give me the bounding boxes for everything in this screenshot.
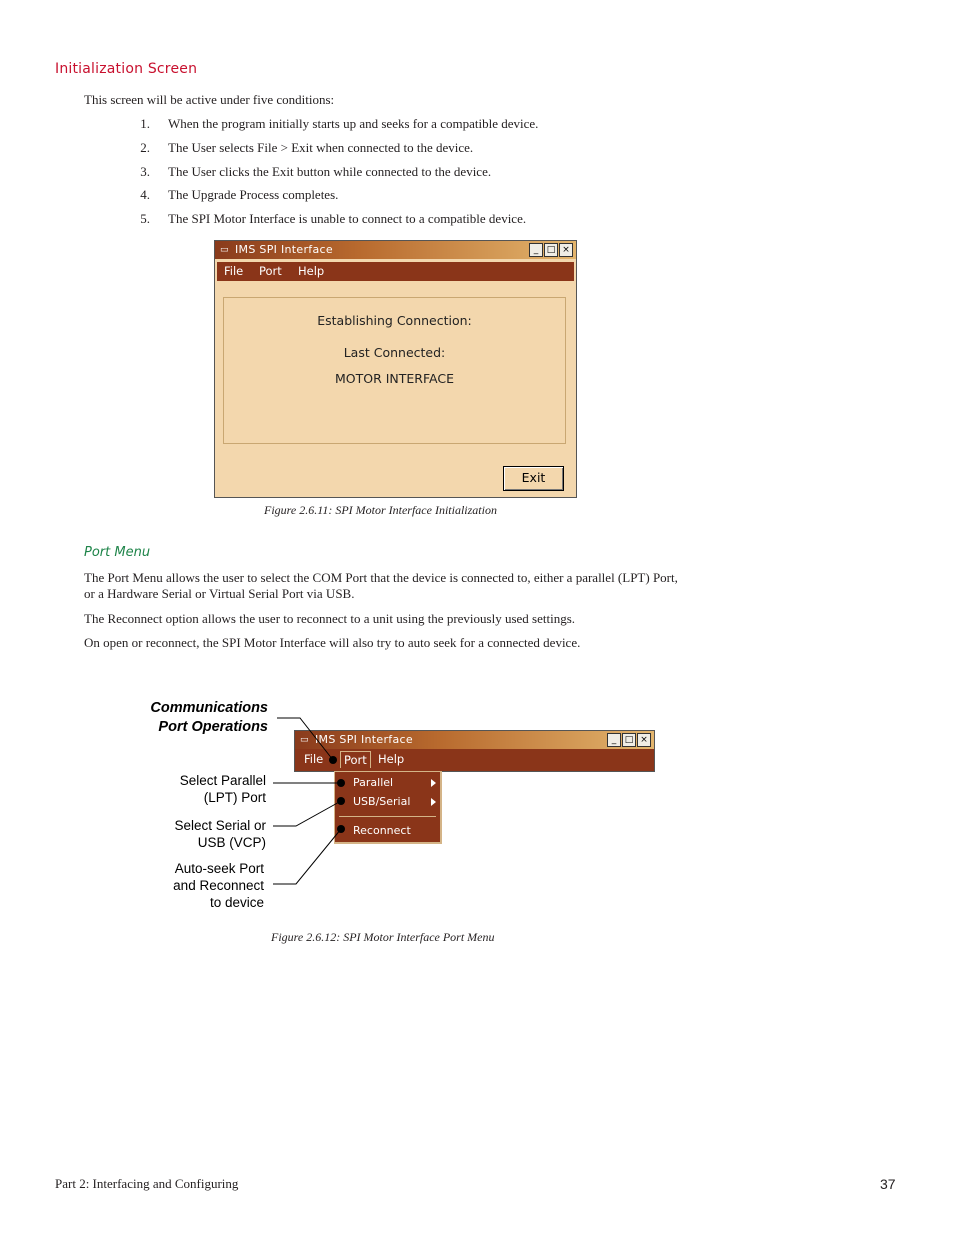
menu-help[interactable]: Help: [298, 264, 325, 278]
callout-line: Auto-seek Port: [174, 861, 264, 876]
callout-line: Select Serial or: [174, 818, 266, 833]
list-item: The Upgrade Process completes.: [168, 187, 339, 202]
callout-heading-line: Communications: [150, 700, 268, 716]
list-item: The User clicks the Exit button while connected to the device.: [168, 164, 492, 179]
last-connected-label: Last Connected:: [343, 345, 446, 360]
callout-line: to device: [209, 895, 264, 910]
minimize-icon[interactable]: _: [607, 733, 621, 747]
list-item-number: 3.: [140, 164, 150, 179]
callout-serial: [174, 817, 266, 851]
callout-line: Select Parallel: [179, 773, 266, 788]
list-item-number: 2.: [140, 140, 150, 155]
close-icon[interactable]: ×: [559, 243, 573, 257]
menu-item-parallel[interactable]: Parallel: [353, 776, 394, 789]
status-text: Establishing Connection:: [317, 313, 472, 328]
footer-section-label: Part 2: Interfacing and Configuring: [55, 1176, 239, 1191]
list-item: When the program initially starts up and seeks for a compatible device.: [168, 116, 539, 131]
menu-file[interactable]: File: [304, 752, 324, 766]
page-number: 37: [880, 1176, 896, 1192]
callout-line: (LPT) Port: [203, 790, 266, 805]
menu-port-open[interactable]: Port: [340, 751, 371, 768]
figure-caption-2: Figure 2.6.12: SPI Motor Interface Port Menu: [271, 930, 495, 944]
intro-text: This screen will be active under five conditions:: [84, 92, 335, 107]
menu-item-reconnect[interactable]: Reconnect: [353, 824, 411, 837]
port-menu-paragraph-1b: or a Hardware Serial or Virtual Serial Port via USB.: [84, 586, 355, 601]
callout-reconnect: [173, 860, 264, 911]
section-heading-initialization: Initialization Screen: [55, 61, 198, 77]
maximize-icon[interactable]: □: [544, 243, 558, 257]
list-item: The User selects File > Exit when connected to the device.: [168, 140, 474, 155]
list-item-number: 4.: [140, 187, 150, 202]
exit-button[interactable]: Exit: [503, 466, 564, 491]
section-heading-port-menu: Port Menu: [84, 545, 151, 560]
menu-item-usb-serial[interactable]: USB/Serial: [353, 795, 411, 808]
port-menu-paragraph-2: The Reconnect option allows the user to reconnect to a unit using the previously used settings.: [84, 611, 576, 626]
minimize-icon[interactable]: _: [529, 243, 543, 257]
callout-line: USB (VCP): [197, 835, 266, 850]
callout-heading-line: Port Operations: [158, 719, 268, 735]
figure-caption-1: Figure 2.6.11: SPI Motor Interface Initialization: [264, 503, 497, 517]
list-item-number: 5.: [140, 211, 150, 226]
list-item-number: 1.: [140, 116, 150, 131]
port-menu-paragraph-3: On open or reconnect, the SPI Motor Interface will also try to auto seek for a connected device.: [84, 635, 581, 650]
maximize-icon[interactable]: □: [622, 733, 636, 747]
callout-line: and Reconnect: [173, 878, 264, 893]
window-title: IMS SPI Interface: [315, 733, 413, 746]
menu-port[interactable]: Port: [259, 264, 282, 278]
last-connected-value: MOTOR INTERFACE: [334, 371, 454, 386]
menu-help[interactable]: Help: [378, 752, 405, 766]
app-icon: ▭: [220, 245, 229, 255]
list-item: The SPI Motor Interface is unable to connect to a compatible device.: [168, 211, 527, 226]
close-icon[interactable]: ×: [637, 733, 651, 747]
port-menu-paragraph-1a: The Port Menu allows the user to select the COM Port that the device is connected to, either a parallel (LPT) Port,: [84, 570, 678, 585]
menu-file[interactable]: File: [224, 264, 244, 278]
callout-parallel: [180, 772, 266, 806]
callout-heading: [150, 699, 268, 737]
app-icon: ▭: [300, 735, 309, 745]
window-title: IMS SPI Interface: [235, 243, 333, 256]
